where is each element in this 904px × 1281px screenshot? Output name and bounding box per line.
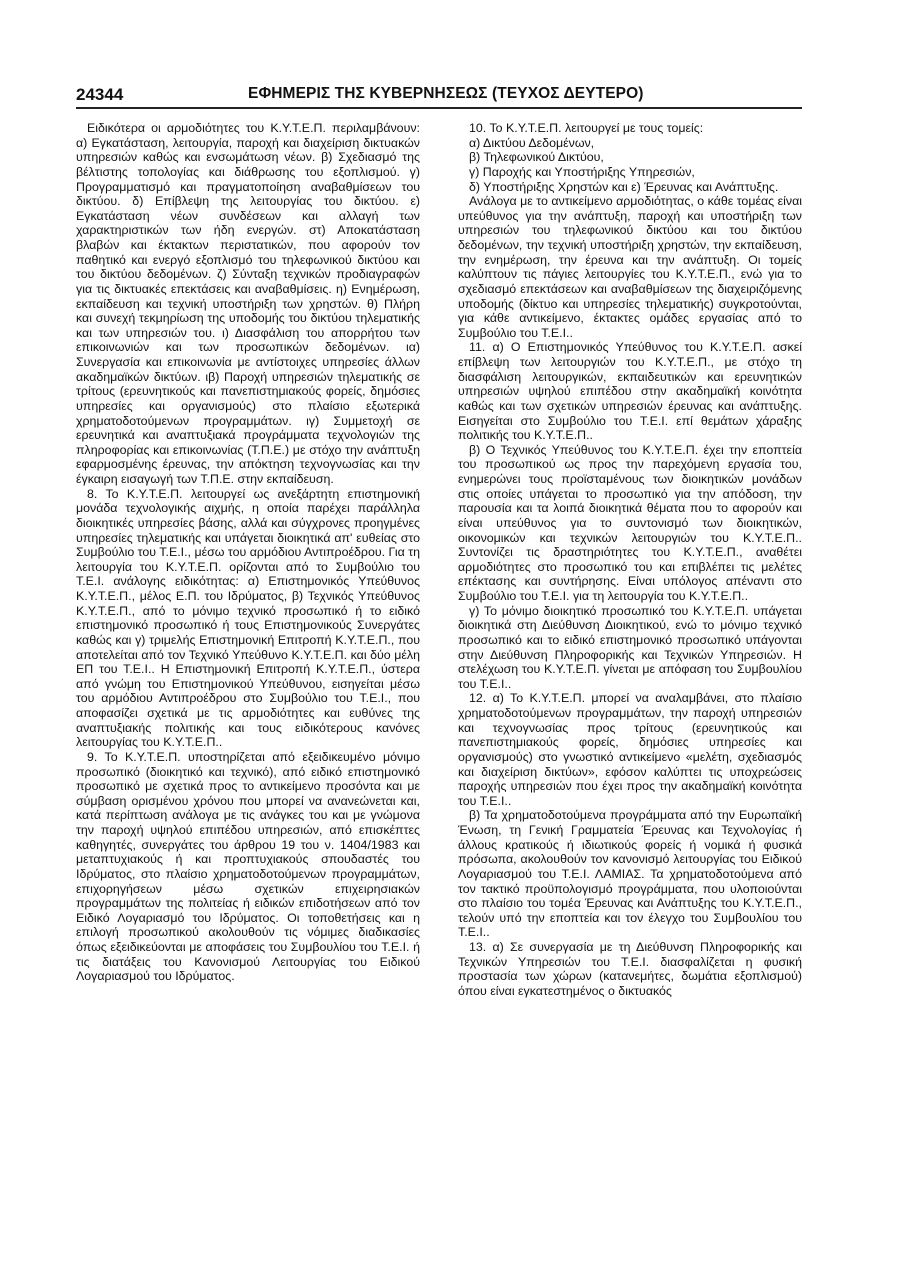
paragraph-8: 8. Το Κ.Υ.Τ.Ε.Π. λειτουργεί ως ανεξάρτητη επιστημονική μονάδα τεχνολογικής αιχμής, η οποία παρέχει παράλληλα διοικητικές υπηρεσίες βάσης, αλλά και σύγχρονες προηγμένες υπηρεσίες τηλεματικής και υπάγεται διοικητικά απ' ευθείας στο Συμβούλιο του Τ.Ε.Ι., μέσω του αρμόδιου Αντιπροέδρου. Για τη λειτουργία του Κ.Υ.Τ.Ε.Π. ορίζονται από το Συμβούλιο του Τ.Ε.Ι. ανάλογης ειδικότητας: α) Επιστημονικός Υπεύθυνος Κ.Υ.Τ.Ε.Π., μέλος Ε.Π. του Ιδρύματος, β) Τεχνικός Υπεύθυνος Κ.Υ.Τ.Ε.Π., από το μόνιμο τεχνικό προσωπικό ή το ειδικό επιστημονικό προσωπικό ή τους Επιστημονικούς Συνεργάτες καθώς και γ) τριμελής Επιστημονική Επιτροπή Κ.Υ.Τ.Ε.Π., που αποτελείται από τον Τεχνικό Υπεύθυνο Κ.Υ.Τ.Ε.Π. και δύο μέλη ΕΠ του Τ.Ε.Ι.. Η Επιστημονική Επιτροπή Κ.Υ.Τ.Ε.Π., ύστερα από γνώμη του Επιστημονικού Υπεύθυνου, εισηγείται μέσω του αρμόδιου Αντιπροέδρου στο Συμβούλιο του Τ.Ε.Ι., που αποφασίζει σχετικά με τις αρμοδιότητες και ευθύνες της αναπτυξιακής πολιτικής και τους ειδικότερους κανόνες λειτουργίας του Κ.Υ.Τ.Ε.Π..: [76, 486, 420, 750]
gazette-title: ΕΦΗΜΕΡΙΣ ΤΗΣ ΚΥΒΕΡΝΗΣΕΩΣ (ΤΕΥΧΟΣ ΔΕΥΤΕΡΟ): [248, 85, 644, 102]
left-column: [76, 121, 420, 984]
paragraph-9: 9. Το Κ.Υ.Τ.Ε.Π. υποστηρίζεται από εξειδικευμένο μόνιμο προσωπικό (διοικητικό και τεχνικό), από ειδικό επιστημονικό προσωπικό με σχετικά προς το αντικείμενο προσόντα και με σύμβαση ορισμένου χρόνου που μπορεί να ανανεώνεται και, κατά περίπτωση ανάλογα με τις ανάγκες του και με γνώμονα την παροχή υψηλού επιπέδου υπηρεσιών, από επισκέπτες καθηγητές, συνεργάτες του άρθρου 19 του ν. 1404/1983 και μεταπτυχιακούς ή και προπτυχιακούς σπουδαστές του Ιδρύματος, στο πλαίσιο χρηματοδοτούμενων προγραμμάτων, επιχορηγήσεων μέσω σχετικών επιχειρησιακών προγραμμάτων της πολιτείας ή ειδικών επιδοτήσεων από τον Ειδικό Λογαριασμό του Ιδρύματος. Οι τοποθετήσεις και η επιλογή προσωπικού ακολουθούν τις νόμιμες διαδικασίες όπως εξειδικεύονται με αποφάσεις του Συμβουλίου του Τ.Ε.Ι. ή τις διατάξεις του Κανονισμού Λειτουργίας του Ειδικού Λογαριασμού του Ιδρύματος.: [76, 749, 420, 984]
paragraph-11c: γ) Το μόνιμο διοικητικό προσωπικό του Κ.Υ.Τ.Ε.Π. υπάγεται διοικητικά στη Διεύθυνση Διοικητικού, ενώ το μόνιμο τεχνικό προσωπικό και το ειδικό επιστημονικό προσωπικό υπάγονται στην Διεύθυνση Πληροφορικής και Τεχνικών Υπηρεσιών. Η στελέχωση του Κ.Υ.Τ.Ε.Π. γίνεται με απόφαση του Συμβουλίου του Τ.Ε.Ι..: [458, 603, 802, 691]
paragraph-10-intro: 10. Το Κ.Υ.Τ.Ε.Π. λειτουργεί με τους τομείς:: [469, 121, 704, 135]
paragraph-sectors-scope: Ανάλογα με το αντικείμενο αρμοδιότητας, ο κάθε τομέας είναι υπεύθυνος για την ανάπτυξη, παροχή και υποστήριξη των υπηρεσιών του τηλεφωνικού δικτύου και του δικτύου δεδομένων, την τεχνική υποστήριξη χρηστών, την εκπαίδευση, την ενημέρωση, την έρευνα και την ανάπτυξη. Οι τομείς καλύπτουν τις πάγιες λειτουργίες του Κ.Υ.Τ.Ε.Π., ενώ για το σχεδιασμό επεκτάσεων και αναβαθμίσεων της διαχειριζόμενης υποδομής (δίκτυο και υπηρεσίες τηλεματικής) συγκροτούνται, για κάθε αντικείμενο, έκτακτες ομάδες εργασίας από το Συμβούλιο του Τ.Ε.Ι..: [458, 194, 802, 340]
right-column: [458, 121, 802, 999]
paragraph-11b: β) Ο Τεχνικός Υπεύθυνος του Κ.Υ.Τ.Ε.Π. έχει την εποπτεία του προσωπικού ως προς την παρεχόμενη εργασία του, ενημερώνει τους προϊσταμένους των διοικητικών μονάδων στις οποίες υπάγεται το προσωπικό για την απόδοση, την παρουσία και τα λοιπά διοικητικά θέματα που το αφορούν και είναι υπεύθυνος για το συντονισμό των διοικητικών, οικονομικών και τεχνικών λειτουργιών του Κ.Υ.Τ.Ε.Π.. Συντονίζει τις δραστηριότητες του Κ.Υ.Τ.Ε.Π., αναθέτει αρμοδιότητες στο προσωπικό του και επιβλέπει τις μελέτες επέκτασης και συντήρησης. Είναι υπόλογος απέναντι στο Συμβούλιο του Τ.Ε.Ι. για τη λειτουργία του Κ.Υ.Τ.Ε.Π..: [458, 442, 802, 603]
paragraph-11a: 11. α) Ο Επιστημονικός Υπεύθυνος του Κ.Υ.Τ.Ε.Π. ασκεί επίβλεψη των λειτουργιών του Κ.Υ.Τ.Ε.Π., με στόχο τη διασφάλιση λειτουργικών, εκπαιδευτικών και ερευνητικών υπηρεσιών υψηλού επιπέδου στην ακαδημαϊκή κοινότητα καθώς και των σχετικών υπηρεσιών έρευνας και ανάπτυξης. Εισηγείται στο Συμβούλιο του Τ.Ε.Ι. επί θεμάτων χάραξης πολιτικής του Κ.Υ.Τ.Ε.Π..: [458, 340, 802, 443]
sector-item: β) Τηλεφωνικού Δικτύου,: [469, 150, 604, 165]
page-header: [76, 82, 802, 108]
paragraph-responsibilities: Ειδικότερα οι αρμοδιότητες του Κ.Υ.Τ.Ε.Π. περιλαμβάνουν: α) Εγκατάσταση, λειτουργία, παροχή και διαχείριση δικτυακών υπηρεσιών καθώς και ενσωμάτωση νέων. β) Σχεδιασμό της βέλτιστης τοπολογίας και διάθρωσης του εξοπλισμού. γ) Προγραμματισμό και πραγματοποίηση αναβαθμίσεων του δικτύου. δ) Επίβλεψη της λειτουργίας του δικτύου. ε) Εγκατάσταση νέων συνδέσεων και αλλαγή των χαρακτηριστικών των ήδη ενεργών. στ) Αποκατάσταση βλαβών και έκτακτων περιστατικών, που αφορούν τον παθητικό και ενεργό εξοπλισμό του τηλεφωνικού δικτύου και του δικτύου δεδομένων. ζ) Σύνταξη τεχνικών προδιαγραφών για τις δικτυακές επεκτάσεις και αναβαθμίσεις. η) Ενημέρωση, εκπαίδευση και τεχνική υποστήριξη των χρηστών. θ) Πλήρη και συνεχή τεκμηρίωση της υποδομής του δικτύου τηλεματικής και των υπηρεσιών του. ι) Διασφάλιση του απορρήτου των επικοινωνιών και των προσωπικών δεδομένων. ια) Συνεργασία και επικοινωνία με αντίστοιχες υπηρεσίες άλλων ακαδημαϊκών δικτύων. ιβ) Παροχή υπηρεσιών τηλεματικής σε τρίτους (ερευνητικούς και πανεπιστημιακούς φορείς, δημόσιες υπηρεσίες και οργανισμούς) στο πλαίσιο εξωτερικά χρηματοδοτούμενων προγραμμάτων. ιγ) Συμμετοχή σε ερευνητικά και αναπτυξιακά προγράμματα τεχνολογιών της πληροφορίας και επικοινωνίας (Τ.Π.Ε.) με στόχο την ανάπτυξη εφαρμοσμένης έρευνας, την απόκτηση τεχνογνωσίας και την έγκαιρη εισαγωγή των Τ.Π.Ε. στην εκπαίδευση.: [76, 121, 420, 486]
paragraph-12b: β) Τα χρηματοδοτούμενα προγράμματα από την Ευρωπαϊκή Ένωση, τη Γενική Γραμματεία Έρευνας και Τεχνολογίας ή άλλους κρατικούς ή ιδιωτικούς φορείς ή νομικά ή φυσικά πρόσωπα, ακολουθούν τον κανονισμό λειτουργίας του Ειδικού Λογαριασμού του Τ.Ε.Ι. ΛΑΜΙΑΣ. Τα χρηματοδοτούμενα από τον τακτικό προϋπολογισμό προγράμματα, που υλοποιούνται στο πλαίσιο του τομέα Έρευνας και Ανάπτυξης του Κ.Υ.Τ.Ε.Π., τελούν υπό την εποπτεία και τον έλεγχο του Συμβουλίου του Τ.Ε.Ι..: [458, 808, 802, 940]
page-number: 24344: [76, 85, 124, 104]
sector-item: α) Δικτύου Δεδομένων,: [469, 135, 595, 150]
sector-item: γ) Παροχής και Υποστήριξης Υπηρεσιών,: [469, 164, 695, 179]
header-divider: [76, 107, 802, 109]
paragraph-13a: 13. α) Σε συνεργασία με τη Διεύθυνση Πληροφορικής και Τεχνικών Υπηρεσιών του Τ.Ε.Ι. διασφαλίζεται η φυσική προστασία των χώρων (κατανεμήτες, δωμάτια εξοπλισμού) όπου είναι εγκατεστημένος ο δικτυακός: [458, 940, 802, 998]
paragraph-12a: 12. α) Το Κ.Υ.Τ.Ε.Π. μπορεί να αναλαμβάνει, στο πλαίσιο χρηματοδοτούμενων προγραμμάτων, την παροχή υπηρεσιών και τεχνογνωσίας προς τρίτους (ερευνητικούς και πανεπιστημιακούς φορείς, δημόσιες υπηρεσίες και οργανισμούς) στο γνωστικό αντικείμενο «μελέτη, σχεδιασμός και διαχείριση δικτύων», εφόσον καλύπτει τις υποχρεώσεις παροχής υπηρεσιών που έχει προς την ακαδημαϊκή κοινότητα του Τ.Ε.Ι..: [458, 691, 802, 808]
sector-item: δ) Υποστήριξης Χρηστών και ε) Έρευνας και Ανάπτυξης.: [469, 179, 779, 194]
